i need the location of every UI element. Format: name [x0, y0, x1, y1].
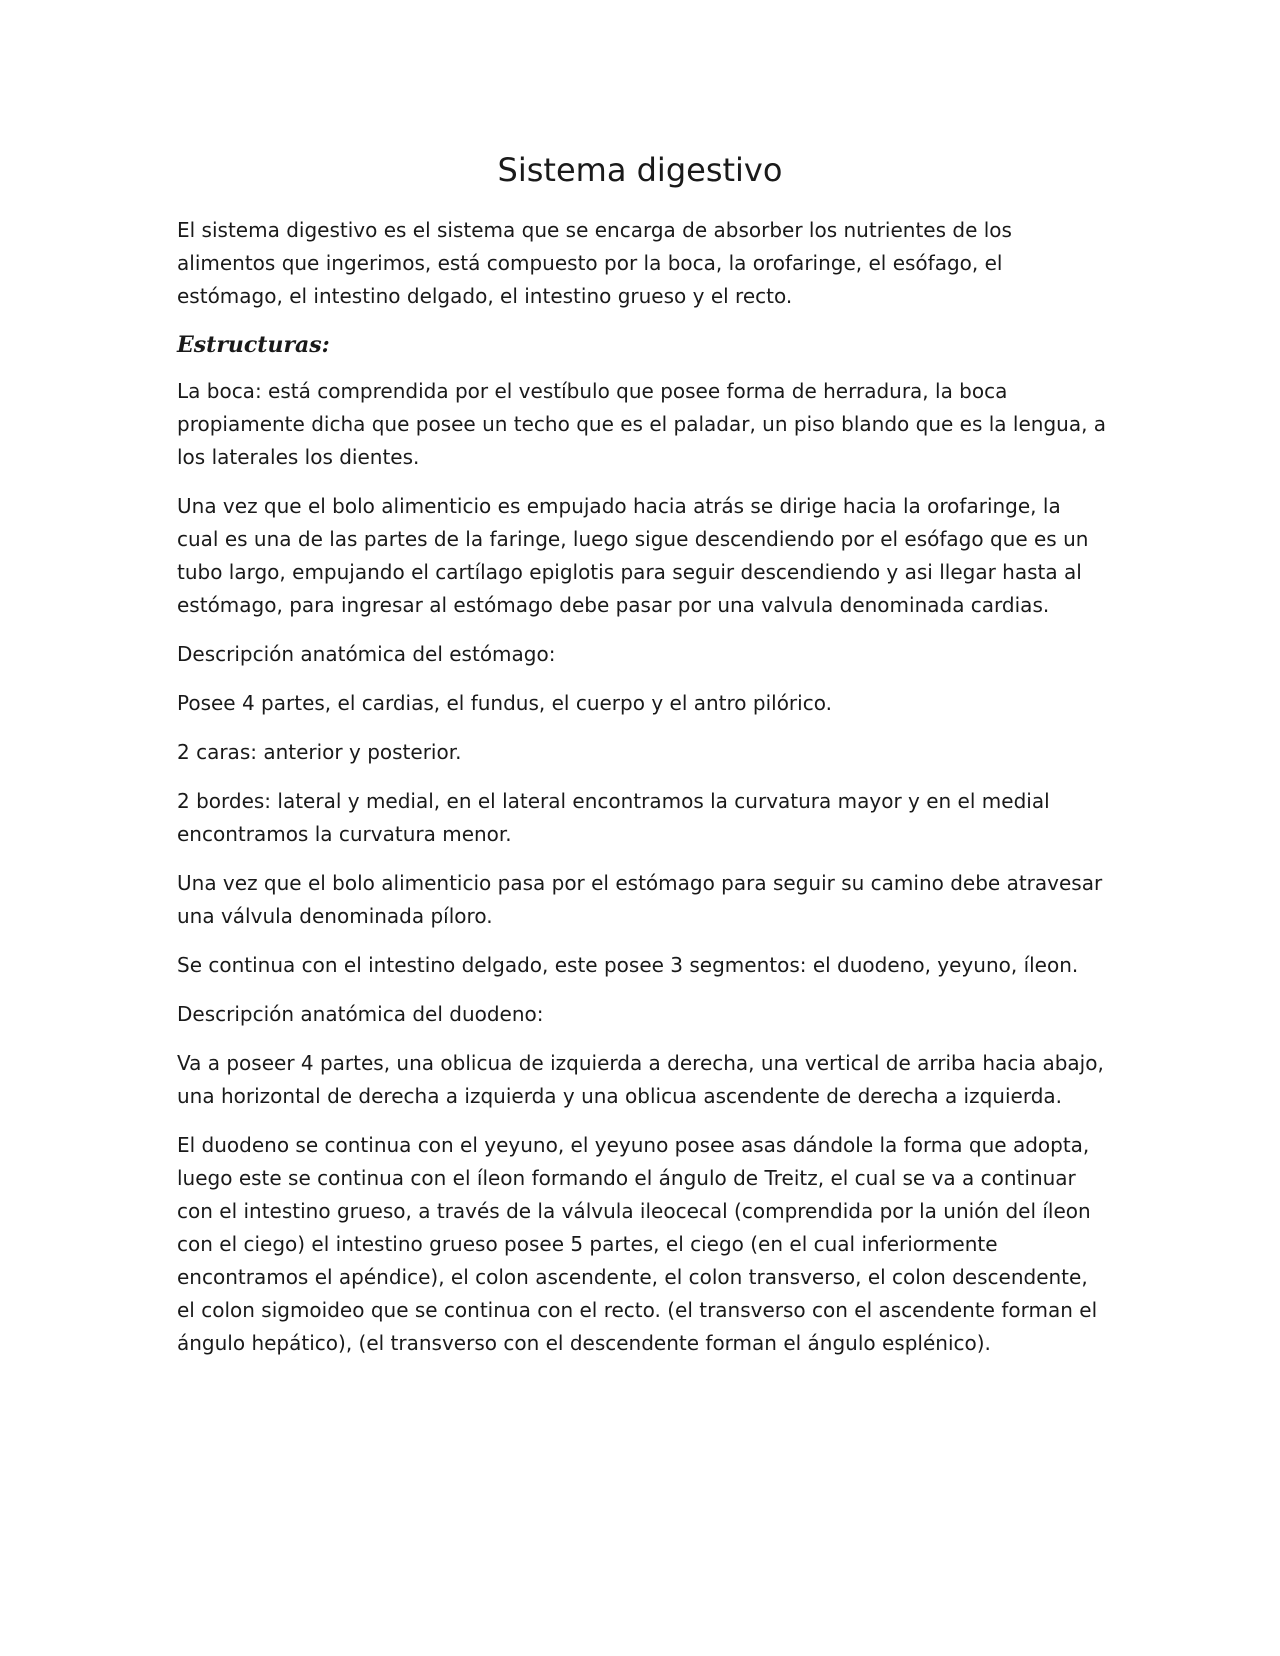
paragraph-intestino-grueso: El duodeno se continua con el yeyuno, el yeyuno posee asas dándole la forma que adopta, luego este se continua con el íleon formando el ángulo de Treitz, el cual se va a continuar con el intestino grueso, a través de la válvula ileocecal (comprendida por la unión del íleon con el ciego) el intestino grueso posee 5 partes, el ciego (en el cual inferiormente encontramos el apéndice), el colon ascendente, el colon transverso, el colon descendente, el colon sigmoideo que se continua con el recto. (el transverso con el ascendente forman el ángulo hepático), (el transverso con el descendente forman el ángulo esplénico).: [177, 1133, 1098, 1355]
paragraph-orofaringe: Una vez que el bolo alimenticio es empujado hacia atrás se dirige hacia la orofaringe, la cual es una de las partes de la faringe, luego sigue descendiendo por el esófago que es un tubo largo, empujando el cartílago epiglotis para seguir descendiendo y asi llegar hasta al estómago, para ingresar al estómago debe pasar por una valvula denominada cardias.: [177, 494, 1089, 617]
subheading-estomago: Descripción anatómica del estómago:: [177, 642, 556, 666]
subheading-duodeno: Descripción anatómica del duodeno:: [177, 1002, 544, 1026]
paragraph-duodeno-partes: Va a poseer 4 partes, una oblicua de izquierda a derecha, una vertical de arriba hacia abajo, una horizontal de derecha a izquierda y una oblicua ascendente de derecha a izquierda.: [177, 1051, 1104, 1108]
paragraph-estomago-partes: Posee 4 partes, el cardias, el fundus, el cuerpo y el antro pilórico.: [177, 691, 832, 715]
paragraph-intestino-delgado: Se continua con el intestino delgado, este posee 3 segmentos: el duodeno, yeyuno, íleon.: [177, 953, 1079, 977]
section-heading: Estructuras:: [177, 332, 330, 358]
paragraph-estomago-caras: 2 caras: anterior y posterior.: [177, 740, 462, 764]
intro-paragraph: El sistema digestivo es el sistema que se encarga de absorber los nutrientes de los alimentos que ingerimos, está compuesto por la boca, la orofaringe, el esófago, el estómago, el intestino delgado, el intestino grueso y el recto.: [177, 218, 1012, 308]
document-body: [177, 214, 1107, 1376]
paragraph-piloro: Una vez que el bolo alimenticio pasa por el estómago para seguir su camino debe atravesar una válvula denominada píloro.: [177, 871, 1103, 928]
paragraph-estomago-bordes: 2 bordes: lateral y medial, en el lateral encontramos la curvatura mayor y en el medial encontramos la curvatura menor.: [177, 789, 1050, 846]
page-title: Sistema digestivo: [497, 151, 783, 189]
paragraph-boca: La boca: está comprendida por el vestíbulo que posee forma de herradura, la boca propiamente dicha que posee un techo que es el paladar, un piso blando que es la lengua, a los laterales los dientes.: [177, 379, 1107, 469]
